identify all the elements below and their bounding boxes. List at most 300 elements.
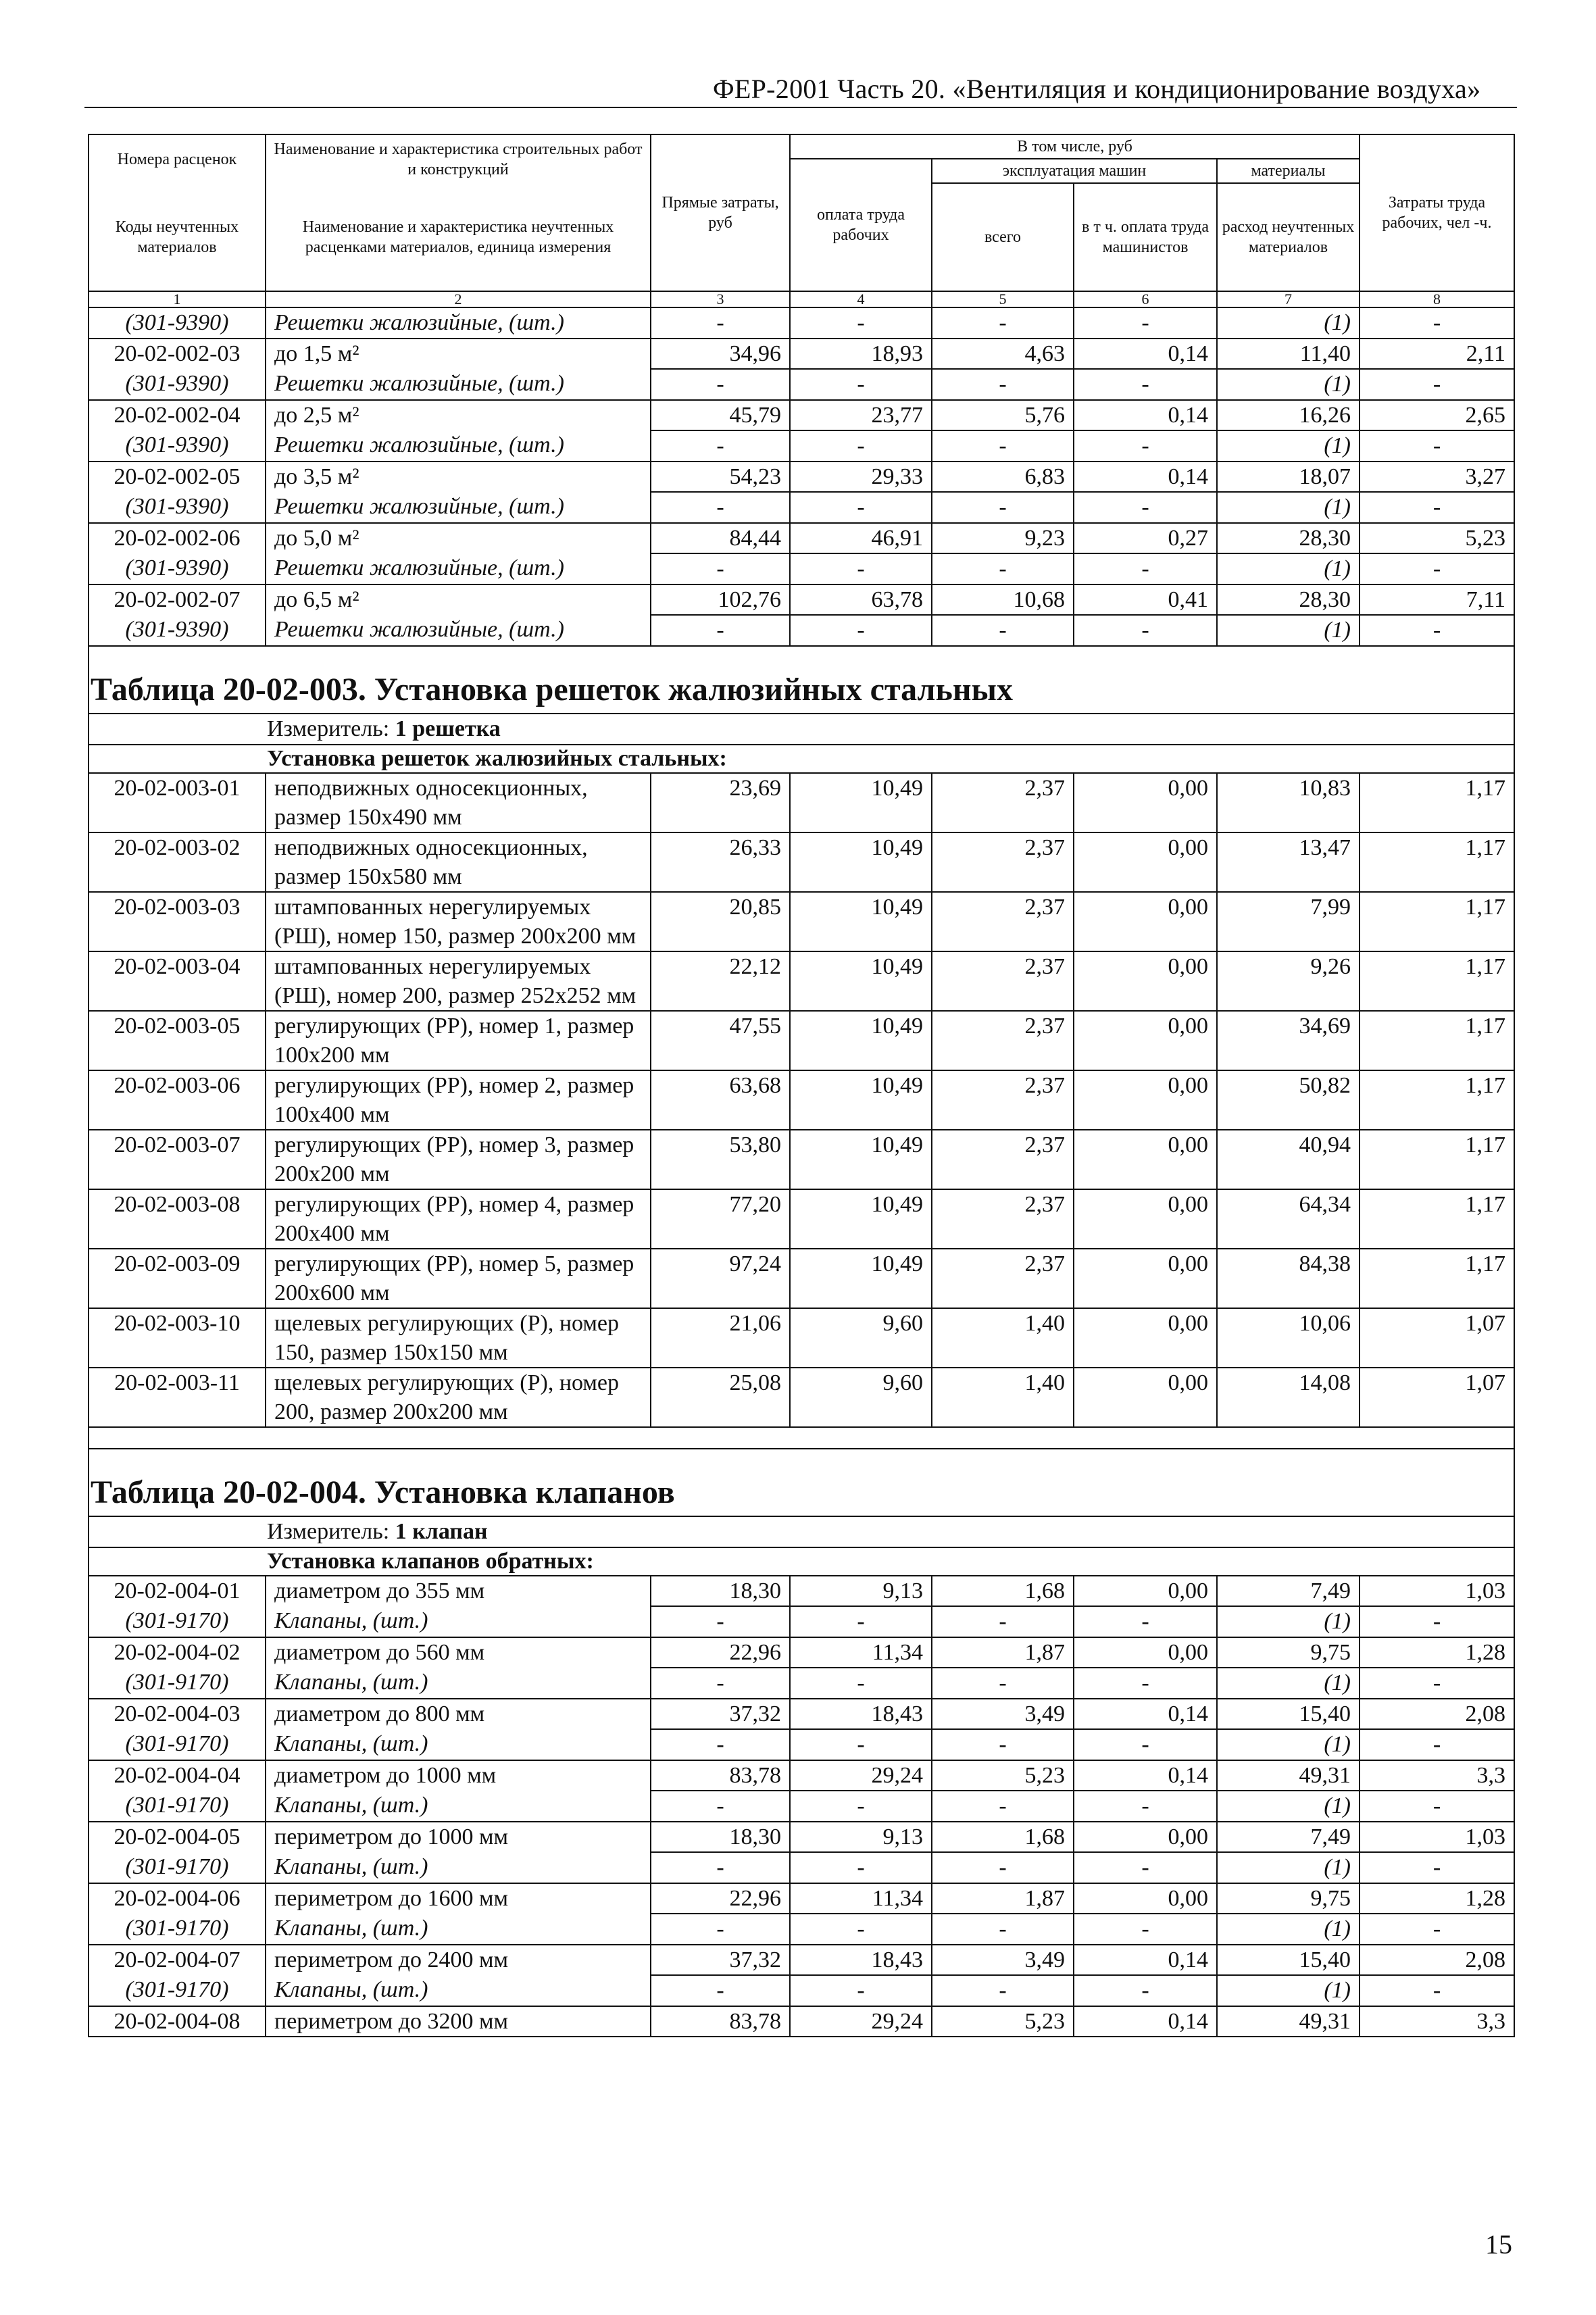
cell-material-usage: 50,82 — [1217, 1070, 1360, 1130]
header-rule — [84, 107, 1517, 108]
rates-table-body — [89, 134, 1514, 2037]
cell-material-usage: 34,69 — [1217, 1011, 1360, 1070]
rate-row — [89, 1308, 1514, 1368]
cell-direct-costs: - — [651, 492, 790, 523]
cell-direct-costs: 22,96 — [651, 1883, 790, 1914]
header-material-codes: Коды неучтенных материалов — [89, 183, 266, 291]
cell-labor: 3,3 — [1360, 1760, 1514, 1791]
rate-row — [89, 1760, 1514, 1791]
rate-code: 20-02-003-06 — [89, 1070, 266, 1130]
cell-machine-total: 1,87 — [932, 1637, 1074, 1668]
cell-direct-costs: - — [651, 1914, 790, 1945]
cell-machine-total: 10,68 — [932, 584, 1074, 615]
cell-machine-total: 2,37 — [932, 1249, 1074, 1308]
rate-name: регулирующих (РР), номер 5, размер 200х600 мм — [266, 1249, 651, 1308]
cell-machinist-pay: 0,00 — [1074, 1249, 1217, 1308]
section-heading-row — [89, 745, 1514, 773]
cell-worker-pay: 10,49 — [790, 1070, 932, 1130]
rate-name: диаметром до 560 мм — [266, 1637, 651, 1668]
cell-labor: - — [1360, 1606, 1514, 1637]
rate-name: штампованных нерегулируемых (РШ), номер 200, размер 252х252 мм — [266, 951, 651, 1011]
cell-worker-pay: - — [790, 1729, 932, 1760]
cell-worker-pay: 9,13 — [790, 1822, 932, 1852]
cell-direct-costs: 53,80 — [651, 1130, 790, 1189]
rate-row — [89, 1822, 1514, 1852]
cell-machine-total: - — [932, 307, 1074, 339]
rate-row — [89, 1189, 1514, 1249]
table-title-row — [89, 1449, 1514, 1516]
cell-machinist-pay: 0,14 — [1074, 462, 1217, 492]
rate-code: 20-02-003-07 — [89, 1130, 266, 1189]
rate-code: 20-02-003-04 — [89, 951, 266, 1011]
material-code: (301-9170) — [89, 1791, 266, 1822]
cell-labor: 1,28 — [1360, 1883, 1514, 1914]
cell-worker-pay: 10,49 — [790, 892, 932, 951]
material-row — [89, 1668, 1514, 1699]
cell-direct-costs: - — [651, 1729, 790, 1760]
cell-worker-pay: - — [790, 1914, 932, 1945]
column-index: 1 — [89, 291, 266, 307]
rate-row — [89, 1576, 1514, 1606]
cell-direct-costs: 83,78 — [651, 1760, 790, 1791]
material-code: (301-9170) — [89, 1606, 266, 1637]
cell-machine-total: 9,23 — [932, 523, 1074, 553]
material-row — [89, 492, 1514, 523]
rate-name: неподвижных односекционных, размер 150х580 мм — [266, 832, 651, 892]
cell-labor: 2,08 — [1360, 1945, 1514, 1975]
cell-material-usage: 10,83 — [1217, 773, 1360, 832]
material-row — [89, 1729, 1514, 1760]
cell-material-usage: 9,75 — [1217, 1883, 1360, 1914]
cell-machinist-pay: - — [1074, 307, 1217, 339]
table-spacer-row — [89, 1427, 1514, 1449]
cell-direct-costs: 18,30 — [651, 1576, 790, 1606]
cell-worker-pay: 10,49 — [790, 1189, 932, 1249]
cell-material-usage: 15,40 — [1217, 1699, 1360, 1729]
rate-row — [89, 462, 1514, 492]
cell-direct-costs: 22,96 — [651, 1637, 790, 1668]
cell-material-usage: 49,31 — [1217, 2006, 1360, 2037]
cell-worker-pay: - — [790, 307, 932, 339]
cell-labor: 1,17 — [1360, 832, 1514, 892]
cell-labor: - — [1360, 1729, 1514, 1760]
material-row — [89, 369, 1514, 400]
cell-direct-costs: 84,44 — [651, 523, 790, 553]
rate-code: 20-02-003-09 — [89, 1249, 266, 1308]
cell-machinist-pay: 0,00 — [1074, 773, 1217, 832]
cell-direct-costs: 54,23 — [651, 462, 790, 492]
material-name: Клапаны, (шт.) — [266, 1914, 651, 1945]
rate-name: регулирующих (РР), номер 1, размер 100х200 мм — [266, 1011, 651, 1070]
rate-code: 20-02-002-04 — [89, 400, 266, 430]
column-index: 3 — [651, 291, 790, 307]
cell-machine-total: - — [932, 615, 1074, 646]
measure-row — [89, 714, 1514, 745]
cell-worker-pay: - — [790, 492, 932, 523]
cell-machinist-pay: - — [1074, 553, 1217, 584]
rate-code: 20-02-004-06 — [89, 1883, 266, 1914]
rate-code: 20-02-002-07 — [89, 584, 266, 615]
cell-machine-total: - — [932, 492, 1074, 523]
material-code: (301-9390) — [89, 369, 266, 400]
cell-labor: 1,17 — [1360, 1189, 1514, 1249]
cell-material-usage: 11,40 — [1217, 339, 1360, 369]
header-machinist-pay: в т ч. оплата труда машинистов — [1074, 183, 1217, 291]
cell-direct-costs: - — [651, 1668, 790, 1699]
cell-worker-pay: 23,77 — [790, 400, 932, 430]
cell-direct-costs: 21,06 — [651, 1308, 790, 1368]
cell-worker-pay: - — [790, 1791, 932, 1822]
material-code: (301-9390) — [89, 553, 266, 584]
material-name: Решетки жалюзийные, (шт.) — [266, 553, 651, 584]
cell-worker-pay: 11,34 — [790, 1637, 932, 1668]
rate-code: 20-02-004-02 — [89, 1637, 266, 1668]
cell-labor: 1,17 — [1360, 773, 1514, 832]
rate-name: до 5,0 м² — [266, 523, 651, 553]
cell-machine-total: 6,83 — [932, 462, 1074, 492]
rate-code: 20-02-002-06 — [89, 523, 266, 553]
cell-worker-pay: - — [790, 1852, 932, 1883]
material-code: (301-9390) — [89, 430, 266, 462]
cell-machinist-pay: - — [1074, 1606, 1217, 1637]
material-row — [89, 1791, 1514, 1822]
cell-labor: - — [1360, 430, 1514, 462]
rate-row — [89, 1130, 1514, 1189]
column-index: 5 — [932, 291, 1074, 307]
cell-direct-costs: 63,68 — [651, 1070, 790, 1130]
cell-machine-total: - — [932, 1606, 1074, 1637]
price-rates-sheet — [88, 134, 1514, 2168]
cell-machine-total: 2,37 — [932, 1130, 1074, 1189]
cell-direct-costs: - — [651, 1606, 790, 1637]
cell-machine-total: 1,40 — [932, 1308, 1074, 1368]
cell-machine-total: 2,37 — [932, 1189, 1074, 1249]
section-heading: Установка клапанов обратных: — [89, 1547, 1514, 1576]
rate-name: периметром до 2400 мм — [266, 1945, 651, 1975]
rate-code: 20-02-002-05 — [89, 462, 266, 492]
rate-row — [89, 832, 1514, 892]
rate-name: периметром до 1600 мм — [266, 1883, 651, 1914]
cell-worker-pay: 9,60 — [790, 1368, 932, 1427]
cell-material-usage: (1) — [1217, 1975, 1360, 2006]
rate-row — [89, 773, 1514, 832]
cell-direct-costs: - — [651, 1975, 790, 2006]
rate-name: регулирующих (РР), номер 2, размер 100х400 мм — [266, 1070, 651, 1130]
cell-machinist-pay: 0,00 — [1074, 892, 1217, 951]
cell-worker-pay: - — [790, 1606, 932, 1637]
cell-direct-costs: - — [651, 553, 790, 584]
cell-material-usage: (1) — [1217, 553, 1360, 584]
rate-code: 20-02-003-03 — [89, 892, 266, 951]
rates-table — [88, 134, 1515, 2037]
cell-worker-pay: 29,24 — [790, 1760, 932, 1791]
cell-worker-pay: 9,60 — [790, 1308, 932, 1368]
cell-worker-pay: 18,43 — [790, 1945, 932, 1975]
rate-name: регулирующих (РР), номер 3, размер 200х200 мм — [266, 1130, 651, 1189]
cell-material-usage: (1) — [1217, 1668, 1360, 1699]
cell-labor: 3,3 — [1360, 2006, 1514, 2037]
rate-row — [89, 1249, 1514, 1308]
cell-machine-total: 5,76 — [932, 400, 1074, 430]
cell-labor: - — [1360, 1852, 1514, 1883]
rate-code: 20-02-004-04 — [89, 1760, 266, 1791]
page-header: ФЕР-2001 Часть 20. «Вентиляция и кондиционирование воздуха» — [713, 74, 1481, 104]
cell-direct-costs: 34,96 — [651, 339, 790, 369]
cell-machinist-pay: 0,41 — [1074, 584, 1217, 615]
cell-material-usage: (1) — [1217, 1852, 1360, 1883]
cell-direct-costs: 18,30 — [651, 1822, 790, 1852]
material-code: (301-9170) — [89, 1852, 266, 1883]
cell-machinist-pay: - — [1074, 1791, 1217, 1822]
material-name: Клапаны, (шт.) — [266, 1729, 651, 1760]
cell-labor: - — [1360, 1791, 1514, 1822]
material-code: (301-9170) — [89, 1729, 266, 1760]
material-code: (301-9170) — [89, 1668, 266, 1699]
rate-row — [89, 1011, 1514, 1070]
cell-material-usage: (1) — [1217, 1791, 1360, 1822]
cell-direct-costs: 102,76 — [651, 584, 790, 615]
cell-machine-total: 2,37 — [932, 951, 1074, 1011]
cell-machine-total: 2,37 — [932, 1070, 1074, 1130]
rate-name: периметром до 1000 мм — [266, 1822, 651, 1852]
cell-direct-costs: 77,20 — [651, 1189, 790, 1249]
header-direct-costs: Прямые затраты, руб — [651, 134, 790, 291]
header-including: В том числе, руб — [790, 134, 1360, 159]
material-row — [89, 307, 1514, 339]
page-number: 15 — [1485, 2229, 1512, 2260]
cell-machinist-pay: 0,00 — [1074, 1822, 1217, 1852]
cell-labor: 3,27 — [1360, 462, 1514, 492]
cell-machinist-pay: - — [1074, 492, 1217, 523]
cell-labor: 1,17 — [1360, 1070, 1514, 1130]
cell-labor: 1,07 — [1360, 1368, 1514, 1427]
material-name: Клапаны, (шт.) — [266, 1852, 651, 1883]
cell-machine-total: 1,68 — [932, 1822, 1074, 1852]
material-name: Решетки жалюзийные, (шт.) — [266, 615, 651, 646]
cell-machinist-pay: - — [1074, 1668, 1217, 1699]
cell-labor: 1,17 — [1360, 1130, 1514, 1189]
measure-value: 1 клапан — [395, 1519, 488, 1544]
cell-material-usage: (1) — [1217, 430, 1360, 462]
cell-direct-costs: 26,33 — [651, 832, 790, 892]
rate-name: диаметром до 355 мм — [266, 1576, 651, 1606]
cell-machinist-pay: - — [1074, 615, 1217, 646]
rate-code: 20-02-004-01 — [89, 1576, 266, 1606]
rate-code: 20-02-004-08 — [89, 2006, 266, 2037]
measure — [89, 1516, 1514, 1547]
column-index-row — [89, 291, 1514, 307]
cell-machine-total: - — [932, 1791, 1074, 1822]
cell-worker-pay: 46,91 — [790, 523, 932, 553]
cell-material-usage: 9,26 — [1217, 951, 1360, 1011]
cell-machine-total: 1,40 — [932, 1368, 1074, 1427]
cell-material-usage: 16,26 — [1217, 400, 1360, 430]
cell-worker-pay: 9,13 — [790, 1576, 932, 1606]
cell-machine-total: - — [932, 369, 1074, 400]
cell-machine-total: 2,37 — [932, 832, 1074, 892]
cell-material-usage: (1) — [1217, 307, 1360, 339]
cell-machine-total: 2,37 — [932, 773, 1074, 832]
rate-code: 20-02-004-07 — [89, 1945, 266, 1975]
cell-machinist-pay: - — [1074, 1975, 1217, 2006]
rate-name: штампованных нерегулируемых (РШ), номер 150, размер 200х200 мм — [266, 892, 651, 951]
cell-machine-total: 1,87 — [932, 1883, 1074, 1914]
rate-name: щелевых регулирующих (Р), номер 200, размер 200х200 мм — [266, 1368, 651, 1427]
rate-code: 20-02-003-05 — [89, 1011, 266, 1070]
cell-machine-total: - — [932, 553, 1074, 584]
header-machine-ops: эксплуатация машин — [932, 159, 1217, 183]
cell-direct-costs: - — [651, 1852, 790, 1883]
cell-material-usage: 15,40 — [1217, 1945, 1360, 1975]
cell-material-usage: 64,34 — [1217, 1189, 1360, 1249]
column-index: 6 — [1074, 291, 1217, 307]
cell-labor: - — [1360, 1975, 1514, 2006]
cell-worker-pay: 18,43 — [790, 1699, 932, 1729]
cell-labor: 2,65 — [1360, 400, 1514, 430]
cell-machinist-pay: 0,27 — [1074, 523, 1217, 553]
rate-code: 20-02-002-03 — [89, 339, 266, 369]
cell-worker-pay: 10,49 — [790, 1011, 932, 1070]
column-index: 2 — [266, 291, 651, 307]
cell-machinist-pay: 0,00 — [1074, 832, 1217, 892]
rate-row — [89, 1883, 1514, 1914]
cell-machine-total: 2,37 — [932, 892, 1074, 951]
cell-material-usage: 49,31 — [1217, 1760, 1360, 1791]
cell-material-usage: 7,49 — [1217, 1576, 1360, 1606]
cell-labor: 1,17 — [1360, 1011, 1514, 1070]
header-row — [89, 134, 1514, 159]
header-rate-numbers: Номера расценок — [89, 134, 266, 183]
cell-material-usage: 28,30 — [1217, 523, 1360, 553]
cell-worker-pay: - — [790, 1975, 932, 2006]
rate-name: диаметром до 1000 мм — [266, 1760, 651, 1791]
cell-direct-costs: - — [651, 307, 790, 339]
rate-row — [89, 1699, 1514, 1729]
cell-direct-costs: - — [651, 615, 790, 646]
material-name: Решетки жалюзийные, (шт.) — [266, 369, 651, 400]
cell-material-usage: (1) — [1217, 492, 1360, 523]
rate-row — [89, 1637, 1514, 1668]
cell-labor: 1,17 — [1360, 1249, 1514, 1308]
cell-machine-total: - — [932, 1914, 1074, 1945]
material-name: Клапаны, (шт.) — [266, 1975, 651, 2006]
cell-labor: 1,03 — [1360, 1822, 1514, 1852]
material-name: Решетки жалюзийные, (шт.) — [266, 430, 651, 462]
cell-machine-total: - — [932, 1975, 1074, 2006]
cell-machine-total: 3,49 — [932, 1699, 1074, 1729]
cell-material-usage: 10,06 — [1217, 1308, 1360, 1368]
material-row — [89, 615, 1514, 646]
material-row — [89, 553, 1514, 584]
rate-name: неподвижных односекционных, размер 150х490 мм — [266, 773, 651, 832]
measure-row — [89, 1516, 1514, 1547]
cell-labor: - — [1360, 307, 1514, 339]
cell-direct-costs: 23,69 — [651, 773, 790, 832]
cell-machinist-pay: 0,00 — [1074, 951, 1217, 1011]
cell-direct-costs: 47,55 — [651, 1011, 790, 1070]
cell-direct-costs: 37,32 — [651, 1945, 790, 1975]
cell-worker-pay: - — [790, 369, 932, 400]
cell-machinist-pay: - — [1074, 1914, 1217, 1945]
measure-label: Измеритель: — [267, 1519, 395, 1544]
cell-machine-total: - — [932, 1852, 1074, 1883]
cell-machine-total: - — [932, 1729, 1074, 1760]
cell-worker-pay: 10,49 — [790, 773, 932, 832]
cell-machinist-pay: 0,00 — [1074, 1637, 1217, 1668]
cell-machine-total: 5,23 — [932, 1760, 1074, 1791]
rate-name: регулирующих (РР), номер 4, размер 200х400 мм — [266, 1189, 651, 1249]
material-name: Решетки жалюзийные, (шт.) — [266, 492, 651, 523]
rate-code: 20-02-004-03 — [89, 1699, 266, 1729]
cell-machinist-pay: - — [1074, 1852, 1217, 1883]
material-name: Клапаны, (шт.) — [266, 1668, 651, 1699]
cell-machinist-pay: 0,14 — [1074, 400, 1217, 430]
cell-direct-costs: - — [651, 430, 790, 462]
cell-machinist-pay: 0,14 — [1074, 1760, 1217, 1791]
cell-labor: - — [1360, 369, 1514, 400]
cell-direct-costs: 20,85 — [651, 892, 790, 951]
cell-material-usage: (1) — [1217, 369, 1360, 400]
material-code: (301-9390) — [89, 615, 266, 646]
cell-labor: 1,28 — [1360, 1637, 1514, 1668]
cell-labor: 1,17 — [1360, 951, 1514, 1011]
cell-worker-pay: 29,33 — [790, 462, 932, 492]
cell-material-usage: 14,08 — [1217, 1368, 1360, 1427]
cell-machinist-pay: 0,00 — [1074, 1308, 1217, 1368]
cell-machinist-pay: 0,00 — [1074, 1883, 1217, 1914]
table-title-row — [89, 646, 1514, 714]
measure — [89, 714, 1514, 745]
table-title: Таблица 20-02-004. Установка клапанов — [89, 1449, 1514, 1516]
rate-code: 20-02-003-11 — [89, 1368, 266, 1427]
cell-material-usage: 7,49 — [1217, 1822, 1360, 1852]
cell-worker-pay: - — [790, 430, 932, 462]
cell-worker-pay: - — [790, 553, 932, 584]
cell-direct-costs: - — [651, 1791, 790, 1822]
cell-direct-costs: 22,12 — [651, 951, 790, 1011]
cell-worker-pay: - — [790, 1668, 932, 1699]
cell-worker-pay: - — [790, 615, 932, 646]
column-index: 4 — [790, 291, 932, 307]
cell-material-usage: 84,38 — [1217, 1249, 1360, 1308]
cell-labor: 1,03 — [1360, 1576, 1514, 1606]
cell-material-usage: 9,75 — [1217, 1637, 1360, 1668]
column-index: 7 — [1217, 291, 1360, 307]
measure-value: 1 решетка — [395, 716, 501, 741]
rate-name: периметром до 3200 мм — [266, 2006, 651, 2037]
cell-material-usage: (1) — [1217, 1914, 1360, 1945]
material-row — [89, 430, 1514, 462]
cell-labor: 1,07 — [1360, 1308, 1514, 1368]
header-material-name: Наименование и характеристика неучтенных расценками материалов, единица измерения — [266, 183, 651, 291]
cell-labor: 7,11 — [1360, 584, 1514, 615]
cell-direct-costs: 25,08 — [651, 1368, 790, 1427]
rate-name: до 6,5 м² — [266, 584, 651, 615]
rate-name: до 2,5 м² — [266, 400, 651, 430]
column-index: 8 — [1360, 291, 1514, 307]
cell-worker-pay: 10,49 — [790, 1249, 932, 1308]
section-heading: Установка решеток жалюзийных стальных: — [89, 745, 1514, 773]
cell-material-usage: 28,30 — [1217, 584, 1360, 615]
rate-name: до 1,5 м² — [266, 339, 651, 369]
cell-machine-total: 3,49 — [932, 1945, 1074, 1975]
cell-worker-pay: 18,93 — [790, 339, 932, 369]
cell-direct-costs: 83,78 — [651, 2006, 790, 2037]
cell-machinist-pay: 0,14 — [1074, 1945, 1217, 1975]
rate-row — [89, 1070, 1514, 1130]
table-title: Таблица 20-02-003. Установка решеток жалюзийных стальных — [89, 646, 1514, 714]
cell-machinist-pay: 0,00 — [1074, 1070, 1217, 1130]
